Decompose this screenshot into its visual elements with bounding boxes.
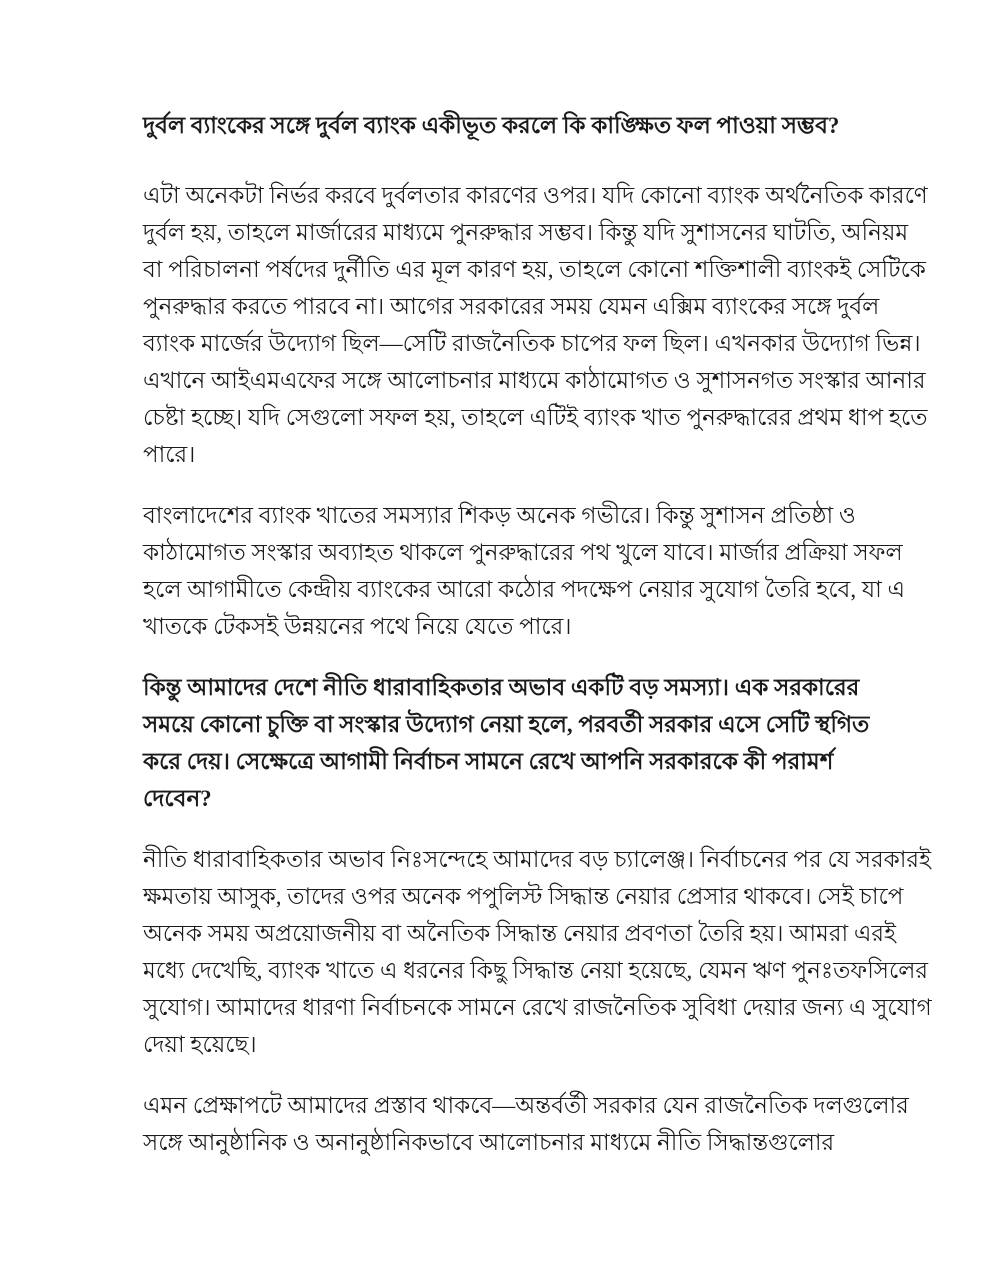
- text-line: মধ্যে দেখেছি, ব্যাংক খাতে এ ধরনের কিছু সিদ্ধান্ত নেয়া হয়েছে, যেমন ঋণ পুনঃতফসিলের: [143, 958, 929, 983]
- text-line: সঙ্গে আনুষ্ঠানিক ও অনানুষ্ঠানিকভাবে আলোচনার মাধ্যমে নীতি সিদ্ধান্তগুলোর: [143, 1130, 835, 1155]
- heading-question: [143, 107, 871, 144]
- text-line: ব্যাংক মার্জের উদ্যোগ ছিল—সেটি রাজনৈতিক চাপের ফল ছিল। এখনকার উদ্যোগ ভিন্ন।: [143, 331, 921, 356]
- text-line: দুর্বল ব্যাংকের সঙ্গে দুর্বল ব্যাংক একীভূত করলে কি কাঙ্ক্ষিত ফল পাওয়া সম্ভব?: [143, 113, 840, 138]
- text-line: দুর্বল হয়, তাহলে মার্জারের মাধ্যমে পুনরুদ্ধার সম্ভব। কিন্তু যদি সুশাসনের ঘাটতি, অনিয়ম: [143, 220, 909, 245]
- text-line: দেয়া হয়েছে।: [143, 1032, 257, 1057]
- text-line: নীতি ধারাবাহিকতার অভাব নিঃসন্দেহে আমাদের বড় চ্যালেঞ্জ। নির্বাচনের পর যে সরকারই: [143, 847, 931, 872]
- text-line: পারে।: [143, 442, 196, 467]
- text-line: ক্ষমতায় আসুক, তাদের ওপর অনেক পপুলিস্ট সিদ্ধান্ত নেয়ার প্রেসার থাকবে। সেই চাপে: [143, 884, 904, 909]
- text-line: এটা অনেকটা নির্ভর করবে দুর্বলতার কারণের ওপর। যদি কোনো ব্যাংক অর্থনৈতিক কারণে: [143, 183, 928, 208]
- text-line: অনেক সময় অপ্রয়োজনীয় বা অনৈতিক সিদ্ধান্ত নেয়ার প্রবণতা তৈরি হয়। আমরা এরই: [143, 921, 897, 946]
- text-line: এমন প্রেক্ষাপটে আমাদের প্রস্তাব থাকবে—অন্তর্বর্তী সরকার যেন রাজনৈতিক দলগুলোর: [143, 1093, 909, 1118]
- text-line: চেষ্টা হচ্ছে। যদি সেগুলো সফল হয়, তাহলে এটিই ব্যাংক খাত পুনরুদ্ধারের প্রথম ধাপ হতে: [143, 405, 928, 430]
- text-line: খাতকে টেকসই উন্নয়নের পথে নিয়ে যেতে পারে।: [143, 614, 572, 639]
- text-line: সুযোগ। আমাদের ধারণা নির্বাচনকে সামনে রেখে রাজনৈতিক সুবিধা দেয়ার জন্য এ সুযোগ: [143, 995, 932, 1020]
- interviewer-question: [143, 669, 871, 817]
- text-line: হলে আগামীতে কেন্দ্রীয় ব্যাংকের আরো কঠোর পদক্ষেপ নেয়ার সুযোগ তৈরি হবে, যা এ: [143, 577, 906, 602]
- text-line: বাংলাদেশের ব্যাংক খাতের সমস্যার শিকড় অনেক গভীরে। কিন্তু সুশাসন প্রতিষ্ঠা ও: [143, 503, 856, 528]
- text-line: বা পরিচালনা পর্ষদের দুর্নীতি এর মূল কারণ হয়, তাহলে কোনো শক্তিশালী ব্যাংকই সেটিকে: [143, 257, 926, 282]
- text-line: কাঠামোগত সংস্কার অব্যাহত থাকলে পুনরুদ্ধারের পথ খুলে যাবে। মার্জার প্রক্রিয়া সফল: [143, 540, 903, 565]
- text-line: পুনরুদ্ধার করতে পারবে না। আগের সরকারের সময় যেমন এক্সিম ব্যাংকের সঙ্গে দুর্বল: [143, 294, 880, 319]
- text-line: কিন্তু আমাদের দেশে নীতি ধারাবাহিকতার অভাব একটি বড় সমস্যা। এক সরকারের: [143, 675, 860, 700]
- text-line: দেবেন?: [143, 786, 212, 811]
- answer-paragraph-4: [143, 1087, 909, 1161]
- answer-paragraph-3: [143, 841, 932, 1063]
- article-text-block: [143, 107, 932, 1185]
- answer-paragraph-2: [143, 497, 906, 645]
- answer-paragraph-1: [143, 177, 928, 473]
- text-line: এখানে আইএমএফের সঙ্গে আলোচনার মাধ্যমে কাঠামোগত ও সুশাসনগত সংস্কার আনার: [143, 368, 926, 393]
- text-line: করে দেয়। সেক্ষেত্রে আগামী নির্বাচন সামনে রেখে আপনি সরকারকে কী পরামর্শ: [143, 749, 834, 774]
- text-line: সময়ে কোনো চুক্তি বা সংস্কার উদ্যোগ নেয়া হলে, পরবর্তী সরকার এসে সেটি স্থগিত: [143, 712, 870, 737]
